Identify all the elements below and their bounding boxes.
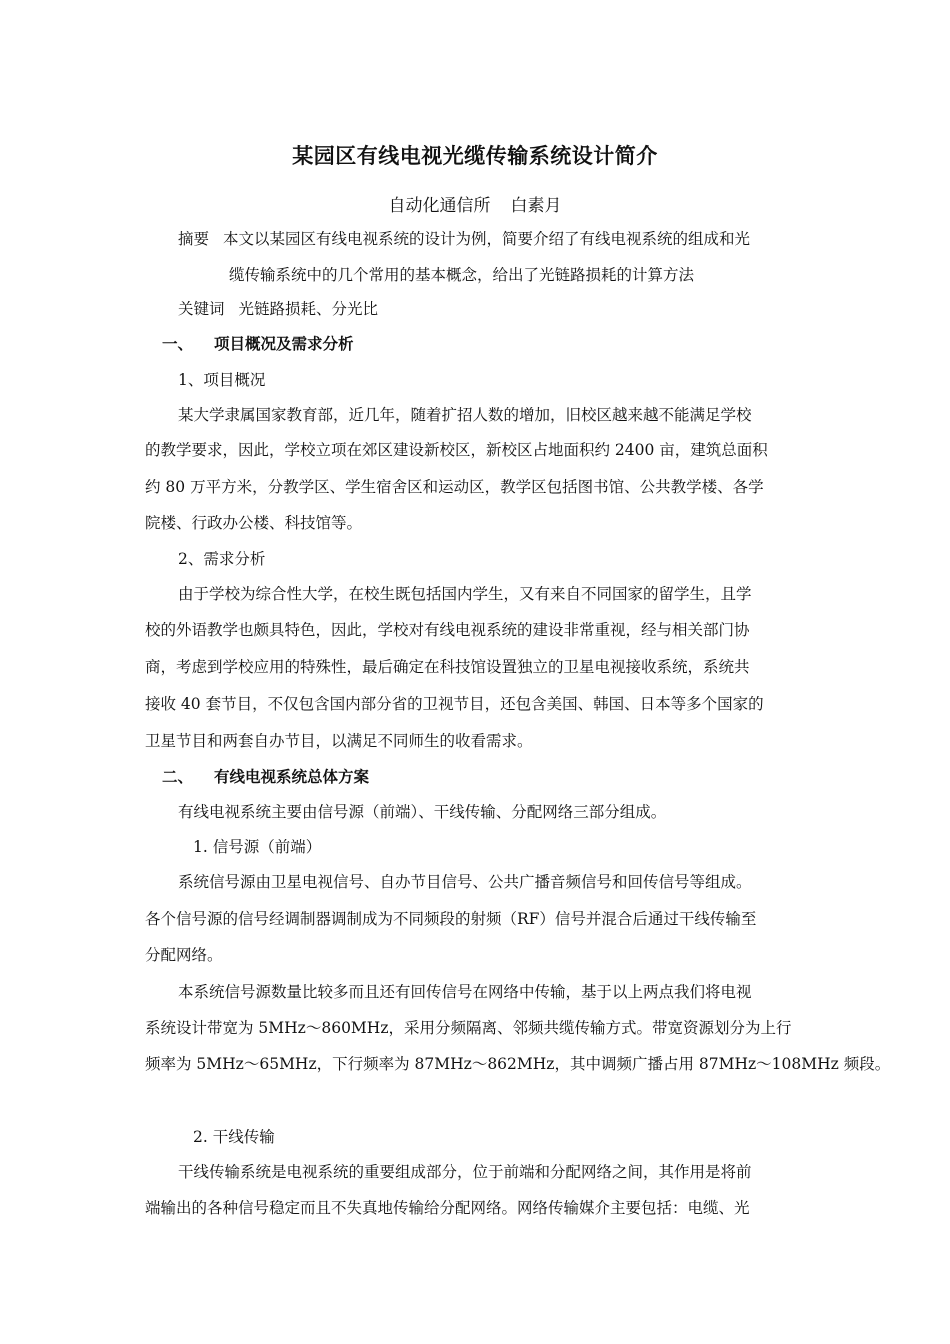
paragraph-line: 本系统信号源数量比较多而且还有回传信号在网络中传输，基于以上两点我们将电视 bbox=[178, 983, 752, 1001]
section-2-sub-1-title: 1. 信号源（前端） bbox=[193, 838, 322, 856]
author-name: 白素月 bbox=[510, 196, 562, 216]
keywords-label: 关键词 bbox=[178, 300, 225, 318]
paragraph-line: 商，考虑到学校应用的特殊性，最后确定在科技馆设置独立的卫星电视接收系统，系统共 bbox=[145, 658, 750, 676]
keywords-line bbox=[178, 299, 378, 319]
paragraph-line: 校的外语教学也颇具特色，因此，学校对有线电视系统的建设非常重视，经与相关部门协 bbox=[145, 621, 750, 639]
abstract-line-1 bbox=[178, 229, 750, 249]
paragraph-line: 各个信号源的信号经调制器调制成为不同频段的射频（RF）信号并混合后通过干线传输至 bbox=[145, 910, 757, 928]
document-title: 某园区有线电视光缆传输系统设计简介 bbox=[292, 144, 658, 168]
abstract-text-1: 本文以某园区有线电视系统的设计为例，简要介绍了有线电视系统的组成和光 bbox=[223, 230, 751, 248]
paragraph-line: 院楼、行政办公楼、科技馆等。 bbox=[145, 514, 363, 532]
paragraph-line: 系统设计带宽为 5MHz～860MHz，采用分频隔离、邻频共缆传输方式。带宽资源划分为上行 bbox=[145, 1019, 792, 1037]
section-1-sub-2-title: 2、需求分析 bbox=[178, 550, 266, 568]
paragraph-line: 某大学隶属国家教育部，近几年，随着扩招人数的增加，旧校区越来越不能满足学校 bbox=[178, 406, 752, 424]
paragraph-line: 卫星节目和两套自办节目，以满足不同师生的收看需求。 bbox=[145, 732, 533, 750]
paragraph-line: 频率为 5MHz～65MHz，下行频率为 87MHz～862MHz，其中调频广播占用 87MHz～108MHz 频段。 bbox=[145, 1055, 891, 1073]
section-1-heading bbox=[162, 334, 354, 354]
section-2-intro: 有线电视系统主要由信号源（前端）、干线传输、分配网络三部分组成。 bbox=[178, 803, 667, 821]
abstract-label: 摘要 bbox=[178, 230, 210, 248]
paragraph-line: 由于学校为综合性大学，在校生既包括国内学生，又有来自不同国家的留学生，且学 bbox=[178, 585, 752, 603]
author-organization: 自动化通信所 bbox=[388, 196, 491, 216]
paragraph-line: 分配网络。 bbox=[145, 946, 223, 964]
section-2-sub-2-title: 2. 干线传输 bbox=[193, 1128, 275, 1146]
paragraph-line: 端输出的各种信号稳定而且不失真地传输给分配网络。网络传输媒介主要包括：电缆、光 bbox=[145, 1199, 750, 1217]
keywords-text: 光链路损耗、分光比 bbox=[238, 300, 379, 318]
paragraph-line: 约 80 万平方米，分教学区、学生宿舍区和运动区，教学区包括图书馆、公共教学楼、各学 bbox=[145, 478, 764, 496]
author-line bbox=[0, 191, 950, 216]
paragraph-line: 的教学要求，因此，学校立项在郊区建设新校区，新校区占地面积约 2400 亩，建筑总面积 bbox=[145, 441, 768, 459]
paragraph-line: 接收 40 套节目，不仅包含国内部分省的卫视节目，还包含美国、韩国、日本等多个国家的 bbox=[145, 695, 764, 713]
section-2-title: 有线电视系统总体方案 bbox=[214, 768, 370, 786]
section-2-number: 二、 bbox=[162, 768, 194, 786]
section-1-title: 项目概况及需求分析 bbox=[214, 335, 354, 353]
section-1-number: 一、 bbox=[162, 335, 194, 353]
paragraph-line: 系统信号源由卫星电视信号、自办节目信号、公共广播音频信号和回传信号等组成。 bbox=[178, 873, 752, 891]
abstract-line-2: 缆传输系统中的几个常用的基本概念，给出了光链路损耗的计算方法 bbox=[229, 266, 695, 284]
section-1-sub-1-title: 1、项目概况 bbox=[178, 371, 266, 389]
section-2-heading bbox=[162, 767, 369, 787]
paragraph-line: 干线传输系统是电视系统的重要组成部分，位于前端和分配网络之间，其作用是将前 bbox=[178, 1163, 752, 1181]
